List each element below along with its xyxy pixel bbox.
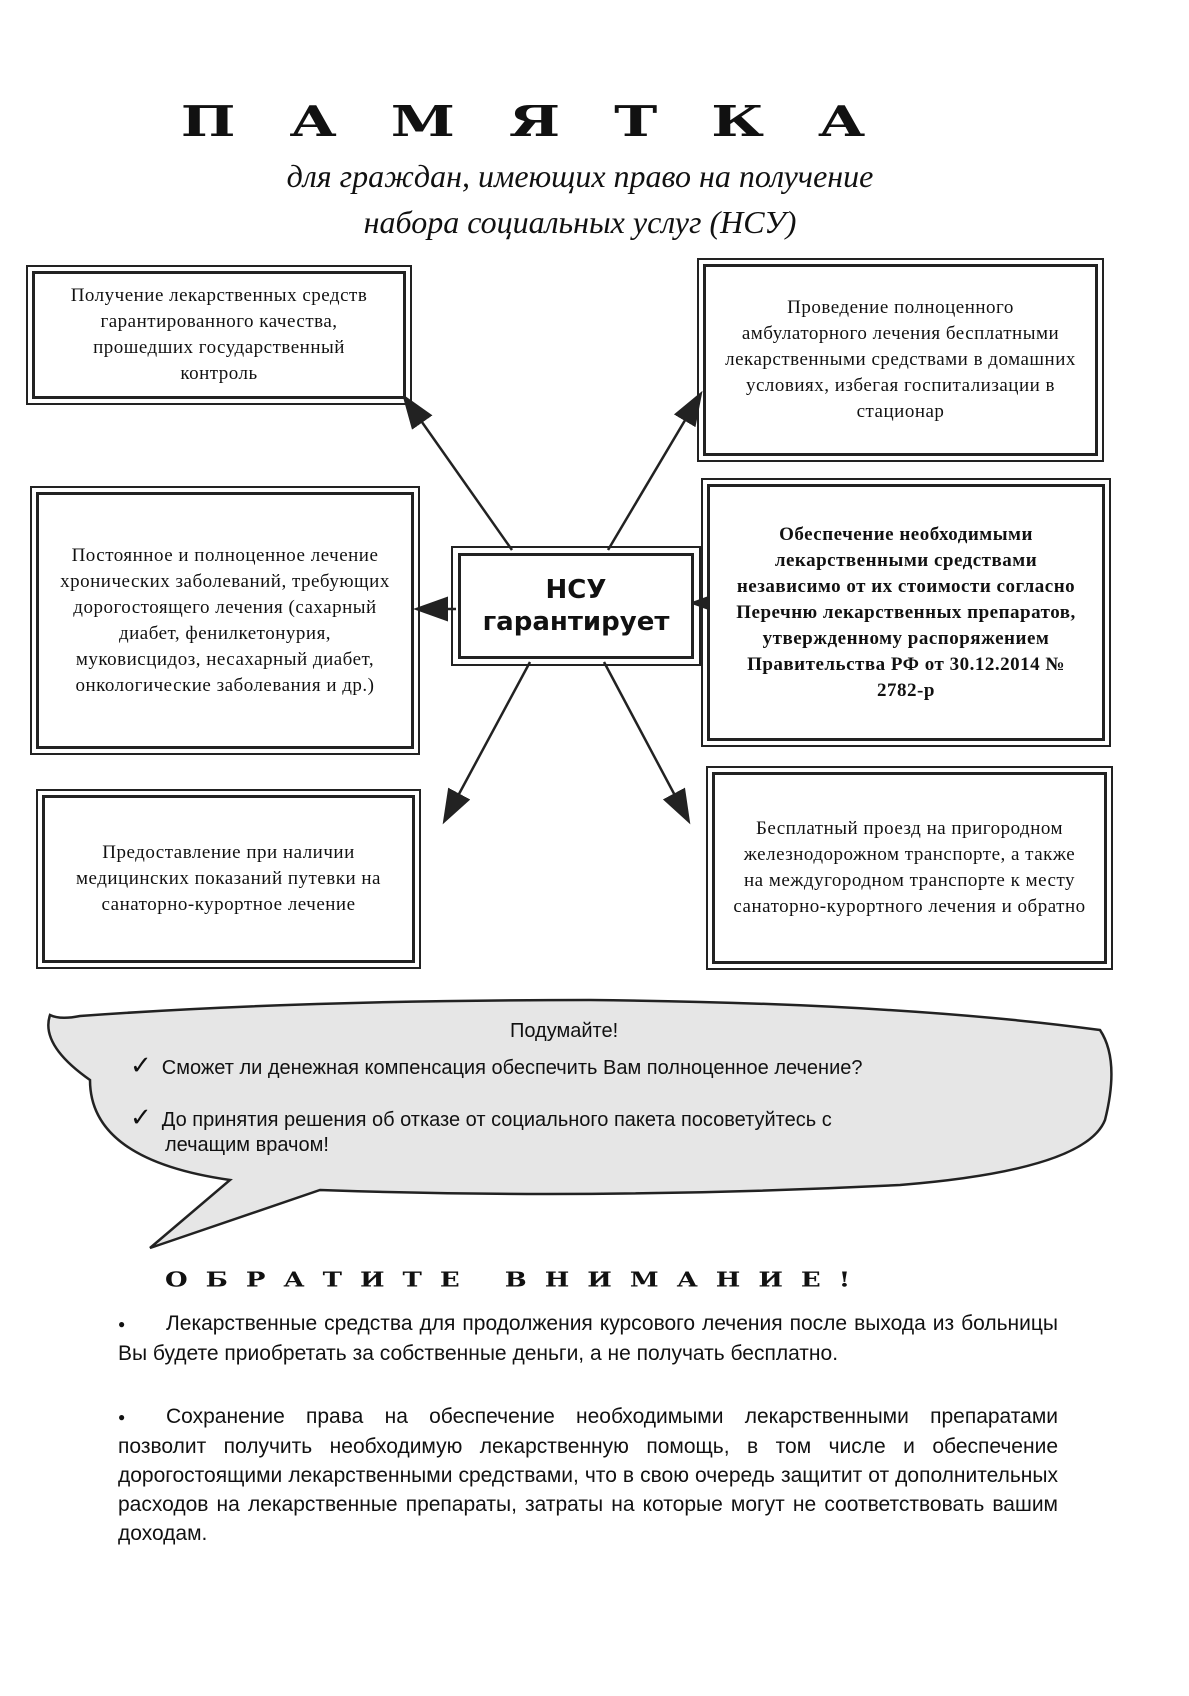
box-bottom-left: Предоставление при наличии медицинских показаний путевки на санаторно-курортное лечение (42, 795, 415, 963)
box-bottom-right: Бесплатный проезд на пригородном железнодорожном транспорте, а также на междугородном транспорте к месту санаторно-курортного лечения и обратно (712, 772, 1107, 964)
think-item-2-line-1: До принятия решения об отказе от социального пакета посоветуйтесь с (161, 1109, 832, 1131)
think-item-2 (130, 1102, 832, 1133)
check-icon: ✓ (130, 1050, 152, 1080)
box-top-left: Получение лекарственных средств гарантированного качества, прошедших государственный контроль (32, 271, 406, 399)
bullet-icon: ● (118, 1409, 126, 1424)
center-box-line-2: гарантирует (482, 607, 670, 637)
think-heading: Подумайте! (510, 1020, 619, 1042)
arrow-top-right (608, 395, 700, 550)
box-top-right: Проведение полноценного амбулаторного лечения бесплатными лекарственными средствами в домашних условиях, избегая госпитализации в стационар (703, 264, 1098, 456)
arrow-bottom-right (604, 662, 688, 820)
arrow-bottom-left (445, 662, 530, 820)
subtitle-line-2: набора социальных услуг (НСУ) (363, 204, 797, 240)
page-title: ПАМЯТКА (180, 97, 920, 147)
attention-heading: ОБРАТИТЕ ВНИМАНИЕ! (165, 1268, 869, 1292)
arrow-top-left (405, 398, 512, 550)
bullet-icon: ● (118, 1316, 126, 1331)
attention-paragraph-2 (118, 1402, 1058, 1548)
center-box-line-1: НСУ (545, 575, 607, 605)
think-item-1-text: Сможет ли денежная компенсация обеспечить Вам полноценное лечение? (161, 1057, 863, 1079)
center-box (458, 553, 694, 659)
think-item-2-line-2: лечащим врачом! (165, 1134, 329, 1156)
think-item-1 (130, 1050, 863, 1081)
box-middle-left: Постоянное и полноценное лечение хронических заболеваний, требующих дорогостоящего лечения (сахарный диабет, фенилкетонурия, муковисцидоз, несахарный диабет, онкологические заболевания и др.) (36, 492, 414, 749)
box-middle-right: Обеспечение необходимыми лекарственными средствами независимо от их стоимости согласно Перечню лекарственных препаратов, утвержденному распоряжением Правительства РФ от 30.12.2014 № 2782-р (707, 484, 1105, 741)
subtitle-line-1: для граждан, имеющих право на получение (286, 158, 874, 194)
attention-paragraph-2-text: Сохранение права на обеспечение необходимыми лекарственными препаратами позволит получить необходимую лекарственную помощь, в том числе и обеспечение дорогостоящими лекарственными средствами, что в свою очередь защитит от дополнительных расходов на лекарственные препараты, затраты на которые могут не соответствовать вашим доходам. (118, 1405, 1058, 1545)
attention-paragraph-1 (118, 1309, 1058, 1368)
attention-paragraph-1-text: Лекарственные средства для продолжения курсового лечения после выхода из больницы Вы будете приобретать за собственные деньги, а не получать бесплатно. (118, 1312, 1058, 1365)
check-icon: ✓ (130, 1102, 152, 1132)
